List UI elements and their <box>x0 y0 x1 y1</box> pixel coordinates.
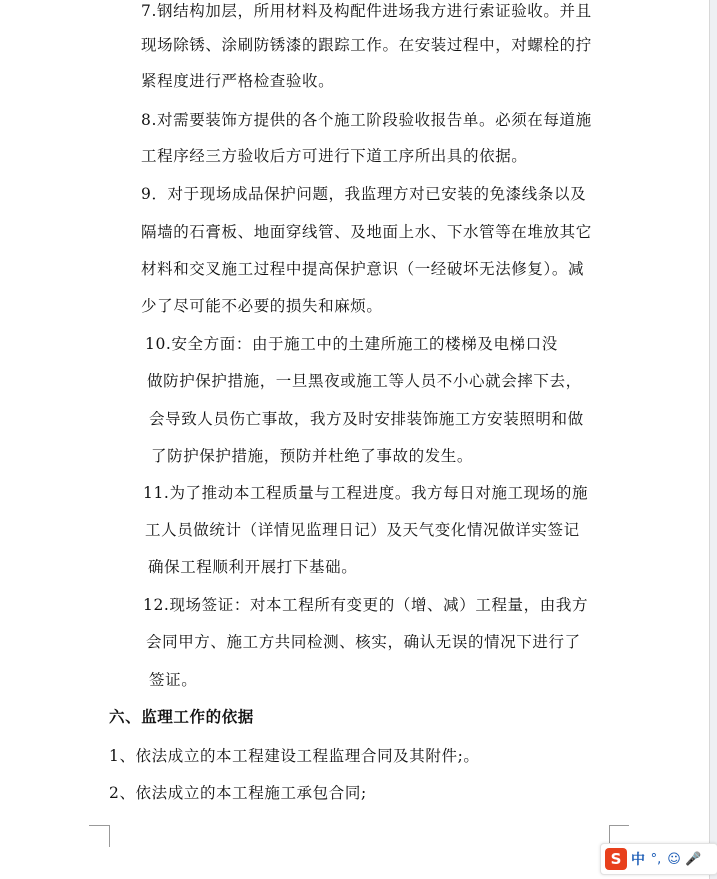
text-line: 会同甲方、施工方共同检测、核实，确认无误的情况下进行了 <box>146 633 581 651</box>
text-line: 确保工程顺利开展打下基础。 <box>148 558 358 576</box>
crop-mark-right-h <box>609 825 629 826</box>
text-line: 12.现场签证：对本工程所有变更的（增、减）工程量，由我方 <box>143 596 589 614</box>
text-line: 现场除锈、涂刷防锈漆的跟踪工作。在安装过程中，对螺栓的拧 <box>141 36 592 54</box>
text-line: 会导致人员伤亡事故，我方及时安排装饰施工方安装照明和做 <box>149 410 584 428</box>
text-line: 隔墙的石膏板、地面穿线管、及地面上水、下水管等在堆放其它 <box>141 223 592 241</box>
text-line: 11.为了推动本工程质量与工程进度。我方每日对施工现场的施 <box>143 484 589 502</box>
basis-item: 1、依法成立的本工程建设工程监理合同及其附件;。 <box>109 747 480 765</box>
text-line: 紧程度进行严格检查验收。 <box>141 72 335 90</box>
text-line: 7.钢结构加层，所用材料及构配件进场我方进行索证验收。并且 <box>141 2 592 20</box>
text-line: 10.安全方面：由于施工中的土建所施工的楼梯及电梯口没 <box>145 335 558 353</box>
ime-punctuation-icon[interactable]: °, <box>650 851 662 867</box>
ime-mode-toggle[interactable]: 中 <box>631 852 645 868</box>
text-line: 少了尽可能不必要的损失和麻烦。 <box>141 297 383 315</box>
crop-mark-right-v <box>609 825 610 843</box>
crop-mark-left-h <box>89 825 109 826</box>
ime-voice-icon[interactable]: 🎤 <box>685 851 702 867</box>
text-line: 工程序经三方验收后方可进行下道工序所出具的依据。 <box>141 147 528 165</box>
text-line: 材料和交叉施工过程中提高保护意识（一经破坏无法修复）。减 <box>141 260 585 278</box>
crop-mark-left-v <box>109 825 110 847</box>
ime-logo-icon[interactable]: S <box>605 848 627 870</box>
text-line: 了防护保护措施，预防并杜绝了事故的发生。 <box>151 447 474 465</box>
text-line: 工人员做统计（详情见监理日记）及天气变化情况做详实签记 <box>145 521 580 539</box>
section-heading: 六、监理工作的依据 <box>109 707 254 726</box>
text-line: 9．对于现场成品保护问题，我监理方对已安装的免漆线条以及 <box>141 185 587 203</box>
basis-item: 2、依法成立的本工程施工承包合同; <box>109 784 367 802</box>
text-line: 做防护保护措施，一旦黑夜或施工等人员不小心就会摔下去， <box>147 372 582 390</box>
page-gutter <box>710 0 717 879</box>
ime-emoji-icon[interactable]: ☺ <box>667 851 681 867</box>
text-line: 8.对需要装饰方提供的各个施工阶段验收报告单。必须在每道施 <box>141 111 592 129</box>
text-line: 签证。 <box>149 671 198 689</box>
ime-toolbar[interactable] <box>600 843 717 875</box>
